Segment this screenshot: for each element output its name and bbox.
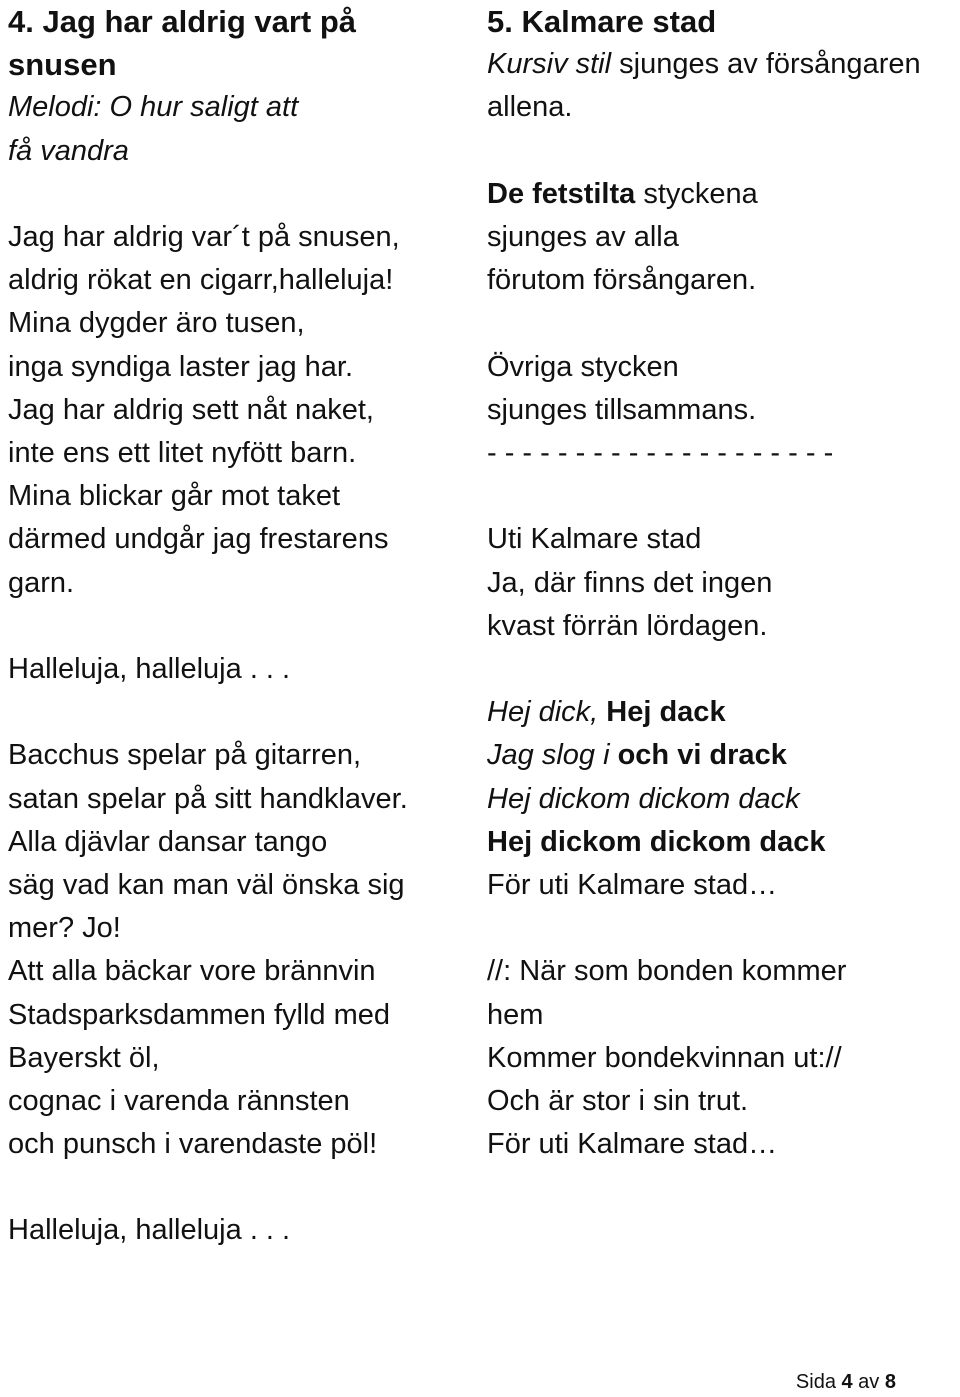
instruction-line-6: Övriga stycken <box>487 350 679 383</box>
verse-line: Bayerskt öl, <box>8 1041 160 1074</box>
instruction-text: styckena <box>635 177 758 210</box>
verse-line: satan spelar på sitt handklaver. <box>8 782 408 815</box>
verse-line: säg vad kan man väl önska sig <box>8 869 405 902</box>
verse-line: Jag har aldrig sett nåt naket, <box>8 393 374 426</box>
verse-line: Att alla bäckar vore brännvin <box>8 955 376 988</box>
separator: , <box>590 696 607 729</box>
stanza-line: För uti Kalmare stad… <box>487 869 778 901</box>
verse-line: Alla djävlar dansar tango <box>8 825 328 858</box>
choir-part: Hej dack <box>606 696 726 729</box>
instruction-line-2: allena. <box>487 91 573 124</box>
solo-part: Jag slog i <box>487 739 618 772</box>
verse-line: inte ens ett litet nyfött barn. <box>8 437 357 470</box>
melody-line-2: få vandra <box>8 134 129 167</box>
instruction-line-7: sjunges tillsammans. <box>487 393 757 426</box>
stanza-line <box>487 691 957 734</box>
dashed-divider: - - - - - - - - - - - - - - - - - - - - <box>487 437 834 469</box>
stanza-line: //: När som bonden kommer <box>487 955 847 988</box>
stanza-line: hem <box>487 998 544 1031</box>
italic-label: Kursiv stil <box>487 48 612 81</box>
instruction-line-5: förutom försångaren. <box>487 264 757 297</box>
choir-part: och vi drack <box>617 739 787 772</box>
song-4-title-line-1: 4. Jag har aldrig vart på <box>8 4 357 39</box>
verse-line: Stadsparksdammen fylld med <box>8 998 390 1031</box>
verse-line: Jag har aldrig var´t på snusen, <box>8 221 400 253</box>
bold-label: De fetstilta <box>487 177 636 210</box>
melody-line-1: Melodi: O hur saligt att <box>8 91 299 124</box>
stanza-3 <box>487 950 957 1166</box>
instruction-text: sjunges av försångaren <box>611 48 921 81</box>
verse-line: Mina blickar går mot taket <box>8 480 341 513</box>
song-4-column <box>8 0 470 1166</box>
stanza-line: Kommer bondekvinnan ut:// <box>487 1041 842 1074</box>
stanza-line: Och är stor i sin trut. <box>487 1085 749 1117</box>
verse-line: och punsch i varendaste pöl! <box>8 1128 378 1161</box>
stanza-line: Hej dickom dickom dack <box>487 782 800 815</box>
stanza-line: Hej dickom dickom dack <box>487 825 826 858</box>
verse-2 <box>8 734 470 1166</box>
stanza-line: För uti Kalmare stad… <box>487 1128 778 1161</box>
stanza-line: Uti Kalmare stad <box>487 523 702 556</box>
stanza-2 <box>487 691 957 907</box>
instruction-line-3 <box>487 173 957 216</box>
solo-part: Hej dick <box>487 696 591 729</box>
chorus-line: Halleluja, halleluja . . . <box>8 653 291 686</box>
page-number: 4 <box>841 1371 853 1393</box>
verse-line: garn. <box>8 566 75 599</box>
stanza-line: kvast förrän lördagen. <box>487 609 768 642</box>
instruction-line-1 <box>487 43 957 86</box>
verse-line: cognac i varenda rännsten <box>8 1085 350 1118</box>
verse-line: därmed undgår jag frestarens <box>8 523 389 556</box>
song-5-column <box>487 0 957 1166</box>
song-5-title: 5. Kalmare stad <box>487 4 717 39</box>
stanza-line <box>487 734 957 777</box>
page-footer <box>796 1370 896 1394</box>
song-4-title-line-2: snusen <box>8 47 117 83</box>
instruction-line-4: sjunges av alla <box>487 221 679 253</box>
verse-line: Bacchus spelar på gitarren, <box>8 739 362 772</box>
stanza-1 <box>487 518 957 648</box>
verse-line: Mina dygder äro tusen, <box>8 307 305 340</box>
footer-prefix: Sida <box>795 1371 842 1393</box>
verse-line: mer? Jo! <box>8 912 121 945</box>
page-total: 8 <box>884 1371 896 1393</box>
chorus-end-line: Halleluja, halleluja . . . <box>8 1214 291 1246</box>
verse-line: inga syndiga laster jag har. <box>8 350 353 383</box>
verse-1 <box>8 216 470 605</box>
stanza-line: Ja, där finns det ingen <box>487 566 773 599</box>
verse-line: aldrig rökat en cigarr,halleluja! <box>8 264 394 297</box>
footer-middle: av <box>852 1371 885 1393</box>
